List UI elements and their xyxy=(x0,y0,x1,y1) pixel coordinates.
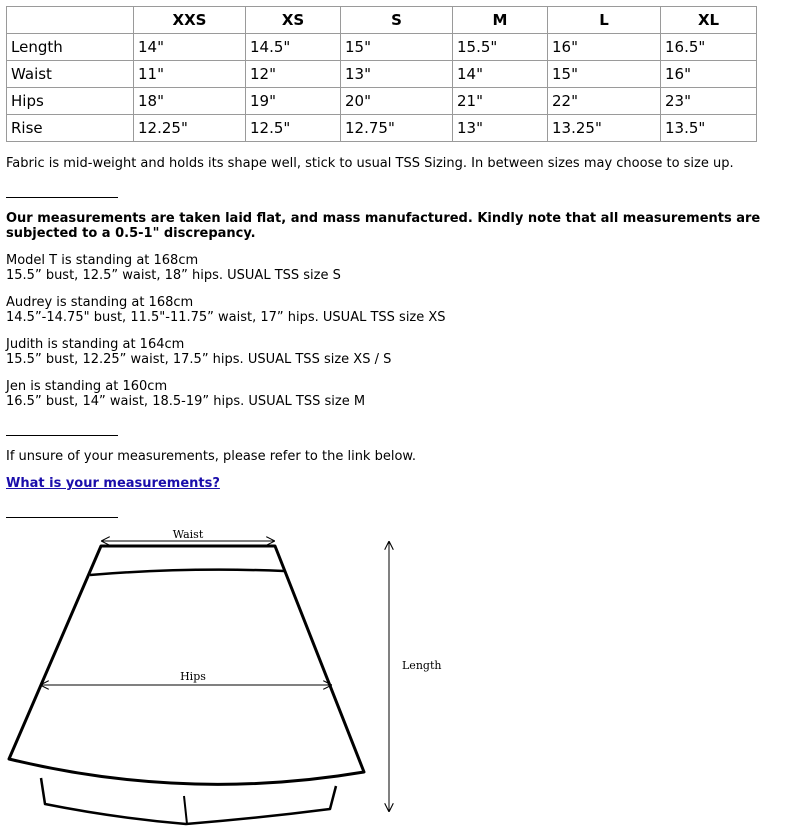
table-cell: 12" xyxy=(246,61,341,88)
table-row xyxy=(7,88,757,115)
table-cell: 13" xyxy=(453,115,548,142)
table-row xyxy=(7,115,757,142)
table-cell: 14" xyxy=(453,61,548,88)
waist-label: Waist xyxy=(172,530,204,541)
table-cell: 14" xyxy=(134,34,246,61)
length-label: Length xyxy=(402,659,442,672)
table-cell: 21" xyxy=(453,88,548,115)
model-standing: Model T is standing at 168cm xyxy=(6,253,199,268)
table-cell: 18" xyxy=(134,88,246,115)
row-label: Rise xyxy=(7,115,134,142)
header-size: XXS xyxy=(134,7,246,34)
table-cell: 22" xyxy=(548,88,661,115)
table-cell: 15" xyxy=(341,34,453,61)
divider xyxy=(6,517,118,518)
table-cell: 13.5" xyxy=(661,115,757,142)
measurement-disclaimer: Our measurements are taken laid flat, and mass manufactured. Kindly note that all measurements are subjected to a 0.5-1" discrepancy. xyxy=(6,211,761,241)
skirt-measurement-diagram xyxy=(0,530,480,835)
measurement-guide-paragraph xyxy=(6,476,220,491)
header-size: L xyxy=(548,7,661,34)
table-cell: 20" xyxy=(341,88,453,115)
table-header-row xyxy=(7,7,757,34)
unsure-text: If unsure of your measurements, please refer to the link below. xyxy=(6,449,416,464)
shorts-seam xyxy=(184,796,187,824)
table-cell: 12.75" xyxy=(341,115,453,142)
table-cell: 12.5" xyxy=(246,115,341,142)
table-cell: 16" xyxy=(548,34,661,61)
measurement-guide-link[interactable]: What is your measurements? xyxy=(6,476,220,491)
waistband-line xyxy=(90,570,284,575)
table-cell: 15" xyxy=(548,61,661,88)
row-label: Length xyxy=(7,34,134,61)
table-row xyxy=(7,34,757,61)
model-standing: Audrey is standing at 168cm xyxy=(6,295,194,310)
table-cell: 13" xyxy=(341,61,453,88)
table-cell: 19" xyxy=(246,88,341,115)
header-size: XL xyxy=(661,7,757,34)
model-measurements: 14.5”-14.75" bust, 11.5"-11.75” waist, 17” hips. USUAL TSS size XS xyxy=(6,310,446,325)
model-measurements: 16.5” bust, 14” waist, 18.5-19” hips. USUAL TSS size M xyxy=(6,394,366,409)
model-standing: Jen is standing at 160cm xyxy=(6,379,168,394)
fabric-note: Fabric is mid-weight and holds its shape well, stick to usual TSS Sizing. In between sizes may choose to size up. xyxy=(6,156,734,171)
skirt-outline xyxy=(9,546,364,784)
size-chart-table xyxy=(6,6,757,142)
table-cell: 12.25" xyxy=(134,115,246,142)
header-size: S xyxy=(341,7,453,34)
hips-label: Hips xyxy=(180,670,206,683)
table-row xyxy=(7,61,757,88)
table-cell: 13.25" xyxy=(548,115,661,142)
header-corner xyxy=(7,7,134,34)
table-cell: 23" xyxy=(661,88,757,115)
table-cell: 15.5" xyxy=(453,34,548,61)
table-cell: 11" xyxy=(134,61,246,88)
row-label: Hips xyxy=(7,88,134,115)
divider xyxy=(6,435,118,436)
model-standing: Judith is standing at 164cm xyxy=(6,337,185,352)
table-cell: 14.5" xyxy=(246,34,341,61)
model-measurements: 15.5” bust, 12.25” waist, 17.5” hips. USUAL TSS size XS / S xyxy=(6,352,392,367)
table-cell: 16" xyxy=(661,61,757,88)
divider xyxy=(6,197,118,198)
header-size: M xyxy=(453,7,548,34)
table-cell: 16.5" xyxy=(661,34,757,61)
model-measurements: 15.5” bust, 12.5” waist, 18” hips. USUAL TSS size S xyxy=(6,268,341,283)
header-size: XS xyxy=(246,7,341,34)
row-label: Waist xyxy=(7,61,134,88)
